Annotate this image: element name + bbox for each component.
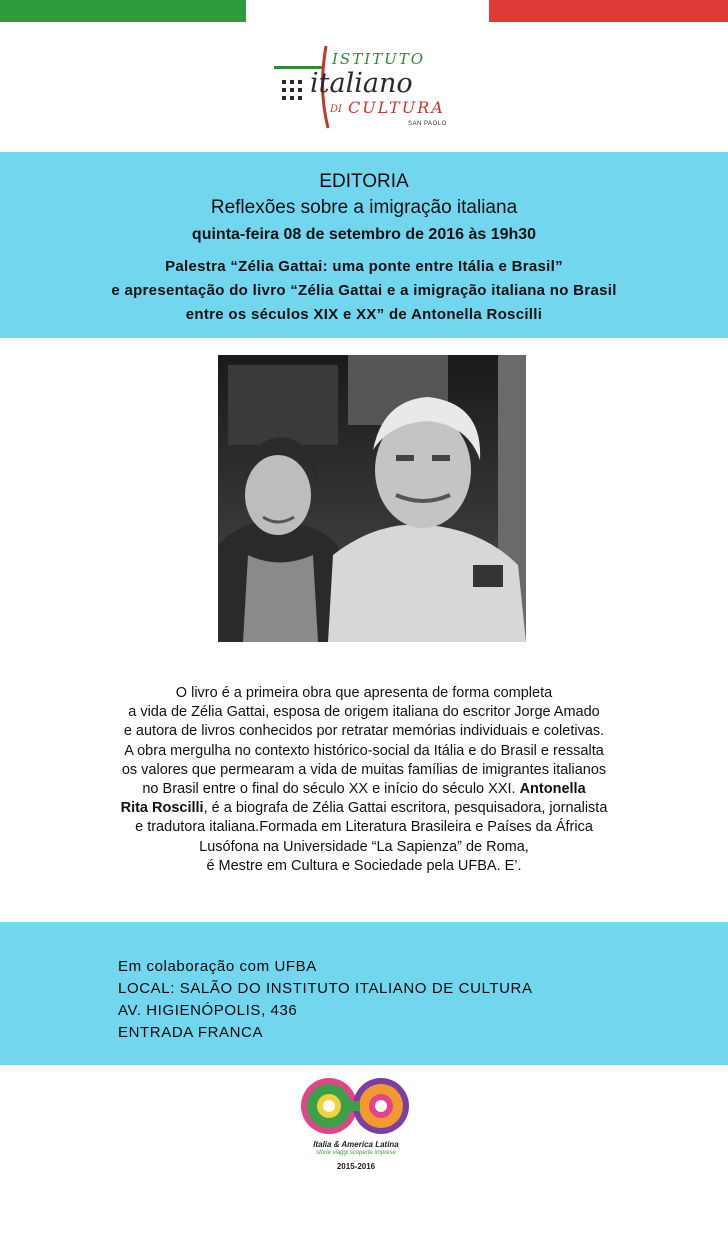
description-line: Lusófona na Universidade “La Sapienza” de Roma,: [199, 838, 529, 855]
description-line: [40, 780, 688, 799]
event-info-band: [0, 922, 728, 1065]
location-text: LOCAL: SALÃO DO INSTITUTO ITALIANO DE CULTURA: [118, 980, 533, 997]
description-line: [40, 799, 688, 818]
description-line: e autora de livros conhecidos por retratar memórias individuais e coletivas.: [123, 723, 605, 740]
footer-logo-name: Italia & America Latina: [313, 1140, 399, 1149]
italian-flag-stripe: [0, 0, 728, 22]
description-line: é Mestre em Cultura e Sociedade pela UFBA. E’.: [206, 857, 522, 874]
entry-text: ENTRADA FRANCA: [118, 1024, 264, 1041]
logo-italiano: italiano: [310, 68, 413, 99]
infinity-logo-icon: [296, 1075, 416, 1139]
description-line: e tradutora italiana.Formada em Literatura Brasileira e Países da África: [135, 819, 593, 836]
event-datetime: quinta-feira 08 de setembro de 2016 às 19h30: [191, 226, 537, 243]
event-talk-line-1: Palestra “Zélia Gattai: uma ponte entre Itália e Brasil”: [165, 258, 563, 275]
flag-green-band: [0, 0, 246, 22]
photo-image: [218, 355, 526, 642]
logo-istituto: ISTITUTO: [332, 50, 426, 68]
logo-di: DI: [330, 104, 342, 115]
description-text: , é a biografa de Zélia Gattai escritora, pesquisadora, jornalista: [203, 800, 608, 817]
event-header-band: [0, 152, 728, 338]
description-line: os valores que permearam a vida de muitas famílias de imigrantes italianos: [121, 761, 607, 778]
book-description: [40, 684, 688, 876]
istituto-italiano-logo: [270, 40, 460, 132]
description-text: no Brasil entre o final do século XX e início do século XXI.: [142, 781, 516, 798]
event-category: EDITORIA: [319, 171, 409, 192]
footer-logo-years: 2015-2016: [336, 1162, 376, 1171]
event-title: Reflexões sobre a imigração italiana: [210, 197, 518, 218]
logo-san-paolo: SAN PAOLO: [408, 121, 447, 127]
collaboration-text: Em colaboração com UFBA: [118, 958, 317, 975]
flag-red-band: [489, 0, 728, 22]
address-text: AV. HIGIENÓPOLIS, 436: [118, 1002, 298, 1019]
author-name-part-1: Antonella: [519, 781, 586, 798]
logo-cultura: CULTURA: [348, 98, 445, 117]
event-talk-line-2: e apresentação do livro “Zélia Gattai e a imigração italiana no Brasil: [111, 282, 617, 299]
italia-america-latina-logo: [296, 1075, 416, 1175]
description-line: A obra mergulha no contexto histórico-social da Itália e do Brasil e ressalta: [124, 742, 604, 759]
author-name-part-2: Rita Roscilli: [120, 800, 204, 817]
portrait-photo: [218, 355, 526, 642]
description-line: a vida de Zélia Gattai, esposa de origem italiana do escritor Jorge Amado: [128, 704, 600, 721]
event-talk-line-3: entre os séculos XIX e XX” de Antonella Roscilli: [185, 306, 543, 323]
description-line: O livro é a primeira obra que apresenta de forma completa: [175, 685, 553, 701]
footer-logo-tagline: storie viaggi scoperte imprese: [316, 1150, 396, 1156]
